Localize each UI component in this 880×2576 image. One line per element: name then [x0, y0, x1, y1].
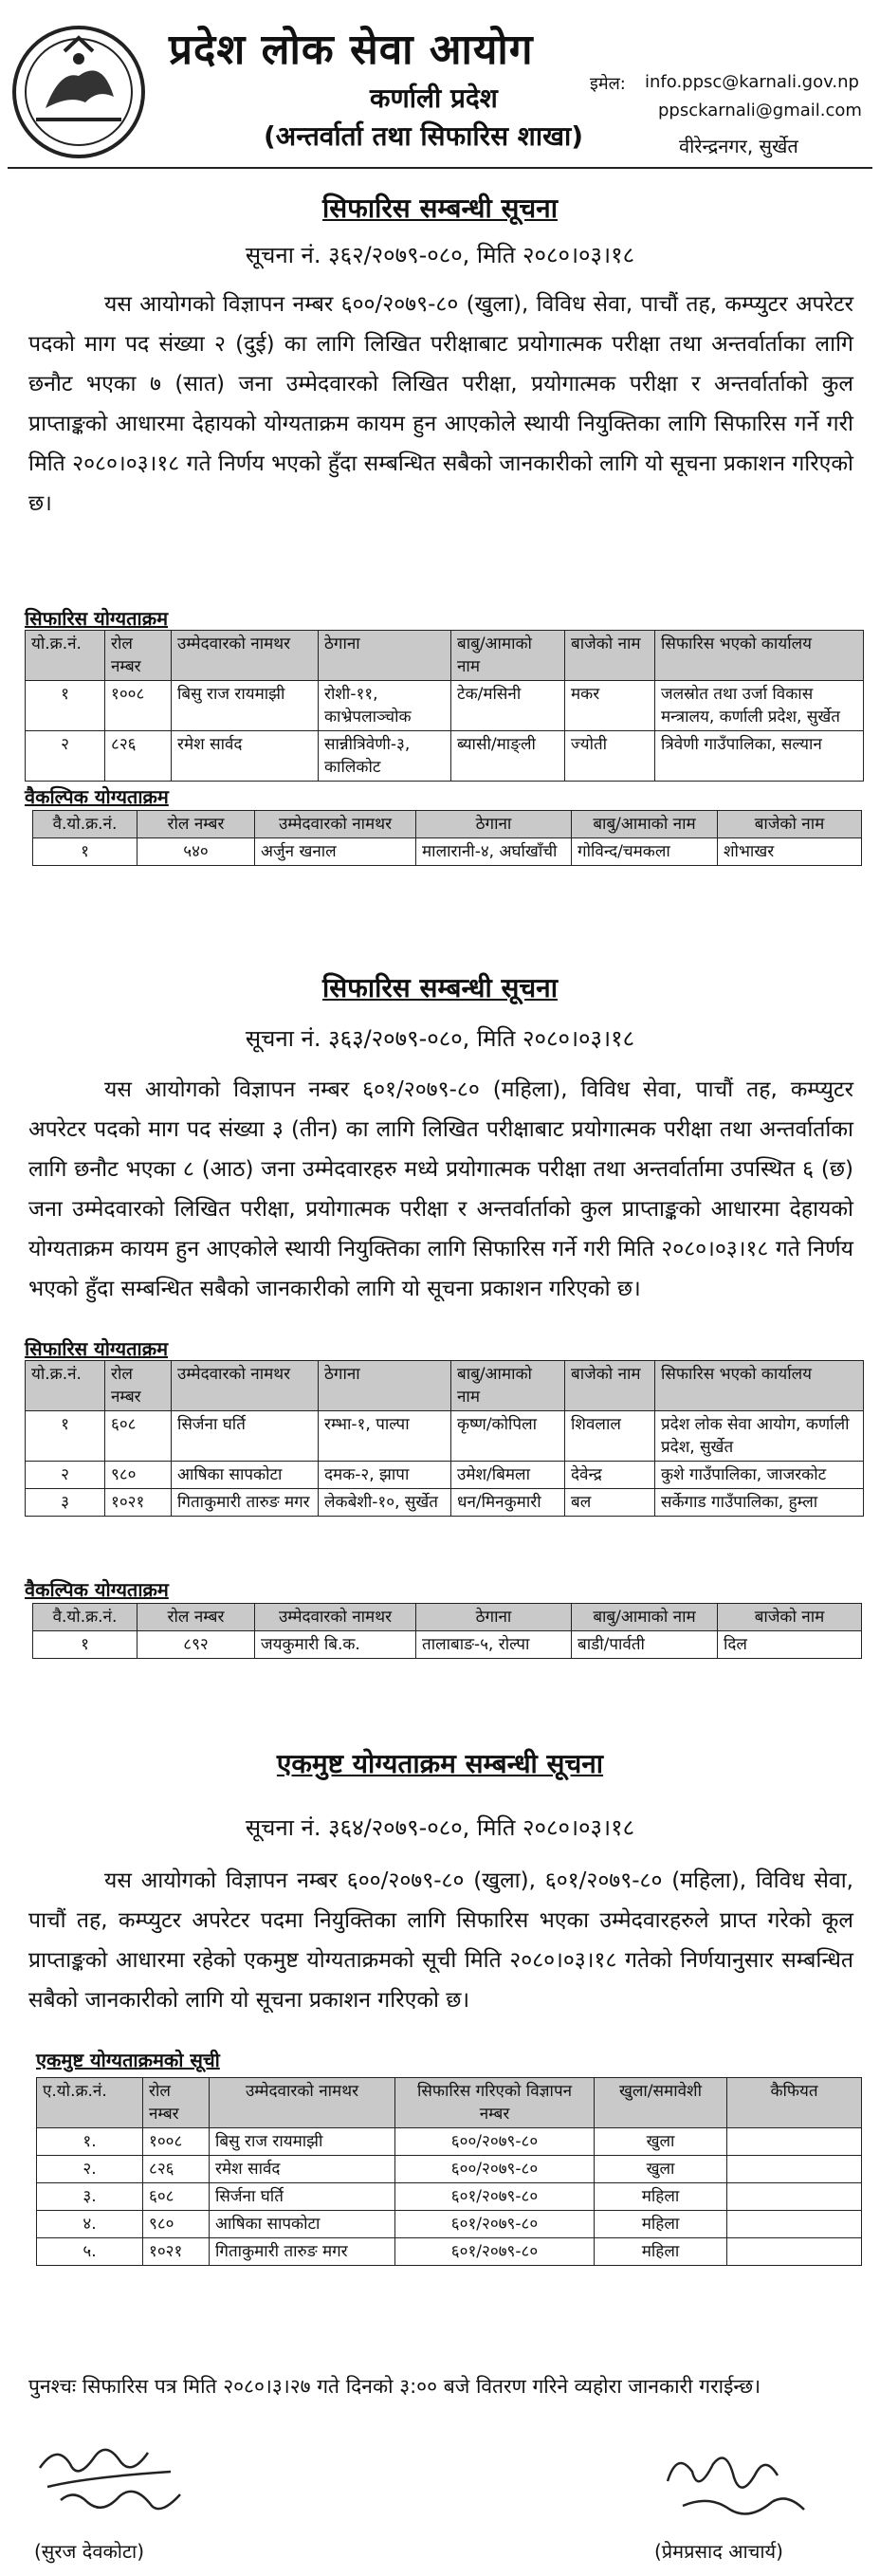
col-header: ठेगाना: [416, 1604, 572, 1631]
notice2-alternate-label: वैकल्पिक योग्यताक्रम: [25, 1578, 169, 1601]
table-cell: कृष्ण/कोपिला: [451, 1411, 565, 1462]
table-cell: १: [26, 1411, 105, 1462]
table-cell: महिला: [595, 2238, 727, 2266]
notice2-recommendation-label: सिफारिस योग्यताक्रम: [25, 1337, 169, 1360]
col-header: ठेगाना: [319, 631, 451, 681]
header-divider: [8, 167, 872, 169]
table-cell: ८२६: [143, 2156, 210, 2183]
table-cell: प्रदेश लोक सेवा आयोग, कर्णाली प्रदेश, सुर्खेत: [655, 1411, 864, 1462]
branch-name: (अन्तर्वार्ता तथा सिफारिस शाखा): [264, 120, 584, 152]
table-cell: महिला: [595, 2211, 727, 2238]
table-header-row: [26, 631, 864, 681]
table-cell: [727, 2183, 862, 2211]
notice1-heading: सिफारिस सम्बन्धी सूचना: [322, 193, 558, 224]
col-header: उम्मेदवारको नामथर: [172, 1361, 319, 1411]
col-header: बाबु/आमाको नाम: [572, 1604, 718, 1631]
table-cell: गिताकुमारी तारुङ मगर: [210, 2238, 395, 2266]
table-cell: २: [26, 1462, 105, 1489]
table-cell: ज्योती: [565, 731, 655, 782]
table-cell: ९८०: [105, 1462, 172, 1489]
notice2-recommendation-table: [25, 1360, 864, 1517]
table-cell: १.: [37, 2128, 143, 2156]
table-cell: उमेश/बिमला: [451, 1462, 565, 1489]
col-header: उम्मेदवारको नामथर: [255, 811, 416, 838]
postscript-note: पुनश्चः सिफारिस पत्र मिति २०८०।३।२७ गते दिनको ३:०० बजे वितरण गरिने व्यहोरा जानकारी गराईन्छ।: [28, 2375, 761, 2398]
notice2-heading: सिफारिस सम्बन्धी सूचना: [322, 972, 558, 1003]
col-header: रोल नम्बर: [143, 2078, 210, 2128]
notice3-number: सूचना नं. ३६४/२०७९-०८०, मिति २०८०।०३।१८: [245, 1814, 635, 1841]
table-cell: ५४०: [138, 838, 255, 866]
office-location: वीरेन्द्रनगर, सुर्खेत: [679, 135, 798, 157]
notice3-merit-table: [36, 2077, 862, 2266]
col-header: उम्मेदवारको नामथर: [172, 631, 319, 681]
col-header: रोल नम्बर: [138, 811, 255, 838]
table-cell: २: [26, 731, 105, 782]
table-row: [26, 731, 864, 782]
table-cell: गोविन्द/चमकला: [572, 838, 718, 866]
col-header: रोल नम्बर: [105, 631, 172, 681]
table-cell: टेक/मसिनी: [451, 681, 565, 731]
table-cell: महिला: [595, 2183, 727, 2211]
email-primary: info.ppsc@karnali.gov.np: [645, 72, 859, 92]
col-header: ए.यो.क्र.नं.: [37, 2078, 143, 2128]
table-cell: ६००/२०७९-८०: [395, 2128, 595, 2156]
table-cell: लेकबेशी-१०, सुर्खेत: [319, 1489, 451, 1517]
col-header: बाबु/आमाको नाम: [451, 631, 565, 681]
table-cell: दमक-२, झापा: [319, 1462, 451, 1489]
table-cell: शिवलाल: [565, 1411, 655, 1462]
table-header-row: [37, 2078, 862, 2128]
table-cell: ६०८: [143, 2183, 210, 2211]
table-cell: १: [33, 838, 138, 866]
table-cell: ६०८: [105, 1411, 172, 1462]
table-cell: शोभाखर: [718, 838, 862, 866]
table-cell: बाडी/पार्वती: [572, 1631, 718, 1659]
col-header: यो.क्र.नं.: [26, 1361, 105, 1411]
table-cell: रोशी-११, काभ्रेपलाञ्चोक: [319, 681, 451, 731]
table-row: [26, 1411, 864, 1462]
table-row: [37, 2211, 862, 2238]
email-label: इमेल:: [590, 74, 626, 94]
table-row: [26, 1489, 864, 1517]
notice1-body: यस आयोगको विज्ञापन नम्बर ६००/२०७९-८० (खुला), विविध सेवा, पाचौं तह, कम्प्युटर अपरेटर पदको माग पद संख्या २ (दुई) का लागि लिखित परीक्षाबाट प्रयोगात्मक परीक्षा तथा अन्तर्वार्ताका लागि छनौट भएका ७ (सात) जना उम्मेदवारको लिखित परीक्षा, प्रयोगात्मक परीक्षा र अन्तर्वार्ताको कुल प्राप्ताङ्कको आधारमा देहायको योग्यताक्रम कायम हुन आएकोले स्थायी नियुक्तिका लागि सिफारिस गर्ने गरी मिति २०८०।०३।१८ गते निर्णय भएको हुँदा सम्बन्धित सबैको जानकारीको लागि यो सूचना प्रकाशन गरिएको छ।: [28, 292, 853, 516]
table-row: [37, 2183, 862, 2211]
notice2-body: यस आयोगको विज्ञापन नम्बर ६०१/२०७९-८० (महिला), विविध सेवा, पाचौं तह, कम्प्युटर अपरेटर पदको माग पद संख्या ३ (तीन) का लागि लिखित परीक्षाबाट प्रयोगात्मक परीक्षा तथा अन्तर्वार्ताका लागि छनौट भएका ८ (आठ) जना उम्मेदवारहरु मध्ये प्रयोगात्मक परीक्षा तथा अन्तर्वार्तामा उपस्थित ६ (छ) जना उम्मेदवारको लिखित परीक्षा, प्रयोगात्मक परीक्षा र अन्तर्वार्ताको कुल प्राप्ताङ्कको आधारमा देहायको योग्यताक्रम कायम हुन आएकोले स्थायी नियुक्तिका लागि सिफारिस गर्ने गरी मिति २०८०।०३।१८ गते निर्णय भएको हुँदा सम्बन्धित सबैको जानकारीको लागि यो सूचना प्रकाशन गरिएको छ।: [28, 1077, 853, 1301]
table-cell: ६०१/२०७९-८०: [395, 2238, 595, 2266]
col-header: खुला/समावेशी: [595, 2078, 727, 2128]
col-header: वै.यो.क्र.नं.: [33, 811, 138, 838]
government-emblem-icon: [8, 21, 150, 163]
table-cell: तालाबाङ-५, रोल्पा: [416, 1631, 572, 1659]
table-row: [37, 2156, 862, 2183]
table-cell: १००८: [105, 681, 172, 731]
table-cell: [727, 2238, 862, 2266]
col-header: बाबु/आमाको नाम: [572, 811, 718, 838]
signatory-left-name: (सुरज देवकोटा): [34, 2540, 145, 2563]
notice3-list-label: एकमुष्ट योग्यताक्रमको सूची: [36, 2049, 220, 2071]
col-header: सिफारिस गरिएको विज्ञापन नम्बर: [395, 2078, 595, 2128]
table-cell: ६०१/२०७९-८०: [395, 2211, 595, 2238]
table-cell: ३.: [37, 2183, 143, 2211]
col-header: बाबु/आमाको नाम: [451, 1361, 565, 1411]
province-name: कर्णाली प्रदेश: [370, 83, 498, 114]
table-cell: १०२१: [143, 2238, 210, 2266]
table-cell: त्रिवेणी गाउँपालिका, सल्यान: [655, 731, 864, 782]
signature-left: [28, 2439, 199, 2527]
notice1-recommendation-label: सिफारिस योग्यताक्रम: [25, 607, 169, 630]
signature-right: [654, 2443, 816, 2530]
table-header-row: [33, 1604, 862, 1631]
table-cell: ९८०: [143, 2211, 210, 2238]
signatory-right-name: (प्रेमप्रसाद आचार्य): [654, 2540, 783, 2563]
notice1-alternate-table: [32, 810, 862, 866]
table-row: [26, 681, 864, 731]
table-cell: बिसु राज रायमाझी: [210, 2128, 395, 2156]
organization-title: प्रदेश लोक सेवा आयोग: [169, 26, 534, 74]
table-header-row: [33, 811, 862, 838]
col-header: बाजेको नाम: [565, 1361, 655, 1411]
col-header: रोल नम्बर: [138, 1604, 255, 1631]
table-cell: ५.: [37, 2238, 143, 2266]
table-cell: ४.: [37, 2211, 143, 2238]
table-cell: जयकुमारी बि.क.: [255, 1631, 416, 1659]
table-cell: रमेश सार्वद: [210, 2156, 395, 2183]
table-row: [37, 2238, 862, 2266]
table-row: [33, 1631, 862, 1659]
table-cell: कुशे गाउँपालिका, जाजरकोट: [655, 1462, 864, 1489]
col-header: यो.क्र.नं.: [26, 631, 105, 681]
table-cell: अर्जुन खनाल: [255, 838, 416, 866]
table-cell: बिसु राज रायमाझी: [172, 681, 319, 731]
email-secondary: ppsckarnali@gmail.com: [658, 101, 862, 120]
notice3-heading: एकमुष्ट योग्यताक्रम सम्बन्धी सूचना: [276, 1748, 604, 1779]
col-header: बाजेको नाम: [718, 811, 862, 838]
table-cell: मालारानी-४, अर्घाखाँची: [416, 838, 572, 866]
table-cell: रम्भा-१, पाल्पा: [319, 1411, 451, 1462]
table-cell: ८२६: [105, 731, 172, 782]
table-cell: खुला: [595, 2156, 727, 2183]
table-cell: ३: [26, 1489, 105, 1517]
notice2-alternate-table: [32, 1603, 862, 1659]
col-header: ठेगाना: [319, 1361, 451, 1411]
table-cell: सर्केगाड गाउँपालिका, हुम्ला: [655, 1489, 864, 1517]
col-header: ठेगाना: [416, 811, 572, 838]
col-header: सिफारिस भएको कार्यालय: [655, 1361, 864, 1411]
table-row: [26, 1462, 864, 1489]
notice2-number: सूचना नं. ३६३/२०७९-०८०, मिति २०८०।०३।१८: [245, 1025, 635, 1052]
table-cell: ८९२: [138, 1631, 255, 1659]
table-cell: रमेश सार्वद: [172, 731, 319, 782]
table-cell: मकर: [565, 681, 655, 731]
col-header: उम्मेदवारको नामथर: [210, 2078, 395, 2128]
table-cell: देवेन्द्र: [565, 1462, 655, 1489]
col-header: वै.यो.क्र.नं.: [33, 1604, 138, 1631]
notice1-alternate-label: वैकल्पिक योग्यताक्रम: [25, 785, 169, 808]
table-cell: गिताकुमारी तारुङ मगर: [172, 1489, 319, 1517]
table-cell: ब्यासी/माङ्ली: [451, 731, 565, 782]
notice1-number: सूचना नं. ३६२/२०७९-०८०, मिति २०८०।०३।१८: [245, 242, 635, 268]
col-header: बाजेको नाम: [565, 631, 655, 681]
table-cell: ६०१/२०७९-८०: [395, 2183, 595, 2211]
table-cell: आषिका सापकोटा: [210, 2211, 395, 2238]
col-header: बाजेको नाम: [718, 1604, 862, 1631]
table-cell: खुला: [595, 2128, 727, 2156]
table-cell: १००८: [143, 2128, 210, 2156]
table-cell: सिर्जना घर्ति: [172, 1411, 319, 1462]
table-cell: १: [26, 681, 105, 731]
table-cell: १: [33, 1631, 138, 1659]
table-cell: दिल: [718, 1631, 862, 1659]
table-cell: [727, 2128, 862, 2156]
table-cell: धन/मिनकुमारी: [451, 1489, 565, 1517]
table-cell: [727, 2211, 862, 2238]
col-header: उम्मेदवारको नामथर: [255, 1604, 416, 1631]
table-cell: सान्नीत्रिवेणी-३, कालिकोट: [319, 731, 451, 782]
col-header: सिफारिस भएको कार्यालय: [655, 631, 864, 681]
table-cell: आषिका सापकोटा: [172, 1462, 319, 1489]
col-header: कैफियत: [727, 2078, 862, 2128]
table-cell: जलस्रोत तथा उर्जा विकास मन्त्रालय, कर्णाली प्रदेश, सुर्खेत: [655, 681, 864, 731]
notice3-body: यस आयोगको विज्ञापन नम्बर ६००/२०७९-८० (खुला), ६०१/२०७९-८० (महिला), विविध सेवा, पाचौं तह, कम्प्युटर अपरेटर पदमा नियुक्तिका लागि सिफारिस भएका उम्मेदवारहरुले प्राप्त गरेको कूल प्राप्ताङ्कको आधारमा रहेको एकमुष्ट योग्यताक्रमको सूची मिति २०८०।०३।१८ गतेको निर्णयानुसार सम्बन्धित सबैको जानकारीको लागि यो सूचना प्रकाशन गरिएको छ।: [28, 1868, 853, 2013]
table-header-row: [26, 1361, 864, 1411]
notice1-recommendation-table: [25, 630, 864, 782]
table-cell: ६००/२०७९-८०: [395, 2156, 595, 2183]
table-cell: १०२१: [105, 1489, 172, 1517]
table-cell: सिर्जना घर्ति: [210, 2183, 395, 2211]
table-cell: [727, 2156, 862, 2183]
table-cell: बल: [565, 1489, 655, 1517]
table-row: [33, 838, 862, 866]
table-cell: २.: [37, 2156, 143, 2183]
col-header: रोल नम्बर: [105, 1361, 172, 1411]
table-row: [37, 2128, 862, 2156]
